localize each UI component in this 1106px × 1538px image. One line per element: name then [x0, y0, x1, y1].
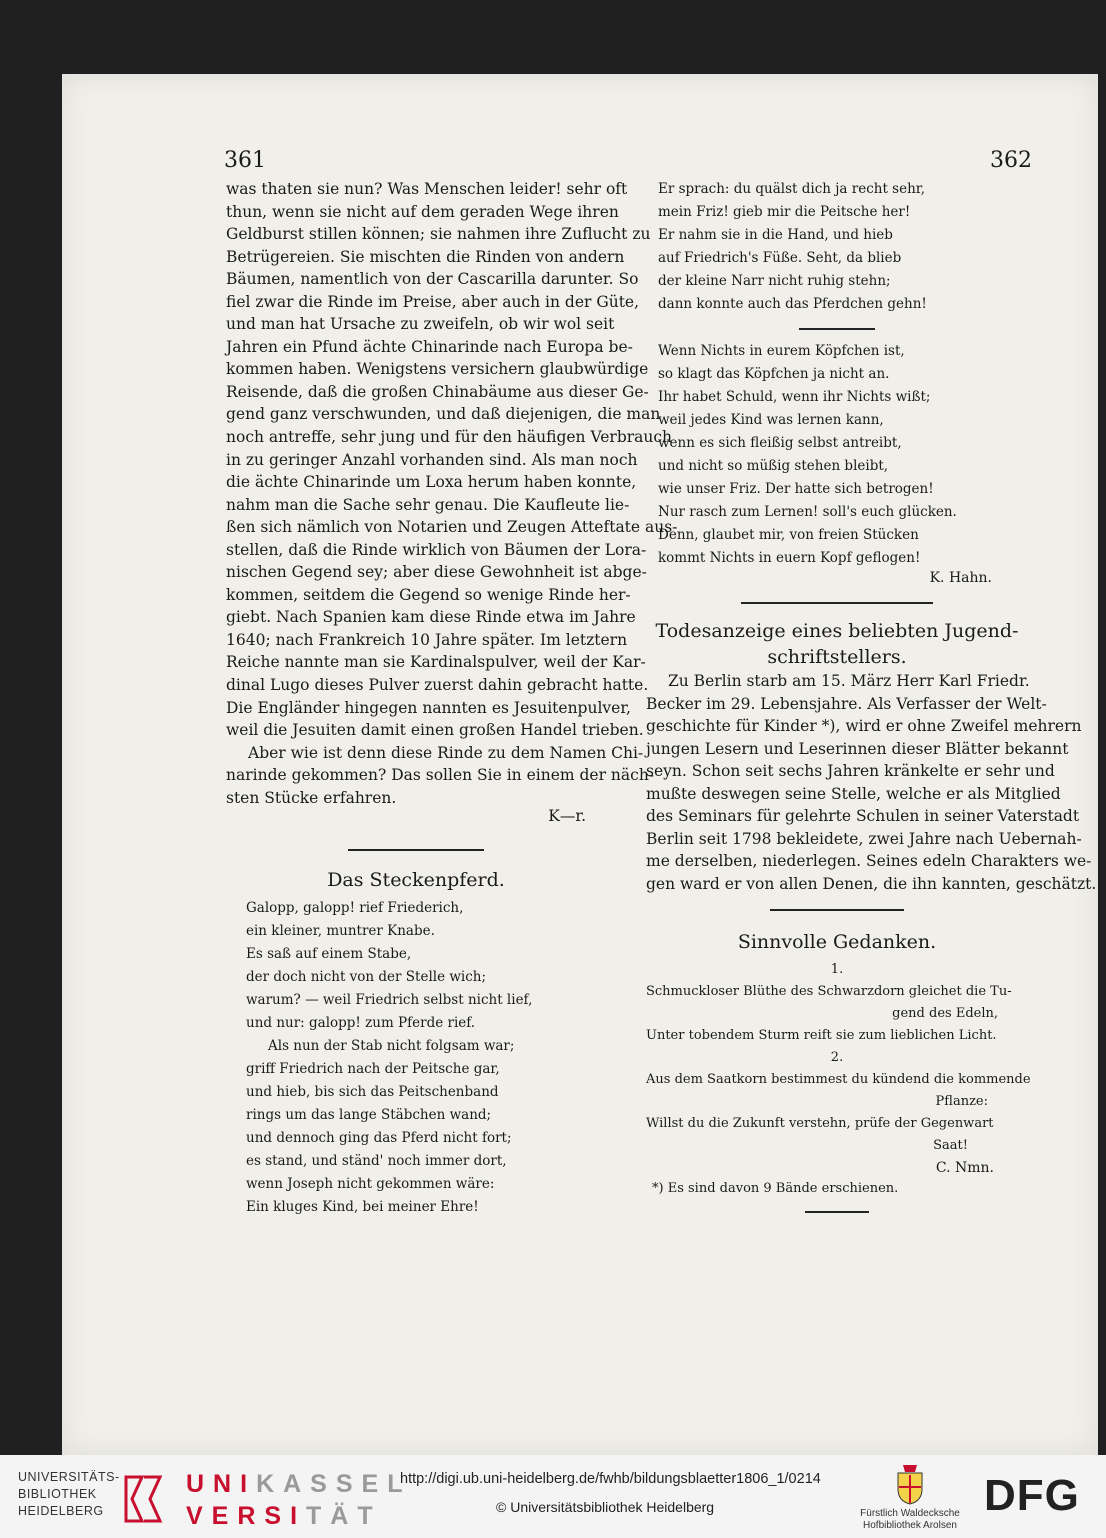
poem-steckenpferd [226, 897, 606, 1219]
text-line: Reiche nannte man sie Kardinalspulver, weil der Kar- [226, 653, 646, 672]
text-line: stellen, daß die Rinde wirklich von Bäumen der Lora- [226, 540, 647, 559]
article-signature: K—r. [548, 807, 586, 826]
text-line: seyn. Schon seit sechs Jahren kränkelte er sehr und [646, 762, 1055, 781]
left-page-column [226, 178, 678, 1219]
verse-line: griff Friedrich nach der Peitsche gar, [246, 1061, 500, 1078]
text-line: des Seminars für gelehrte Schulen in seiner Vaterstadt [646, 807, 1080, 826]
text-line: Die Engländer hingegen nannten es Jesuitenpulver, [226, 698, 631, 717]
verse-line: wie unser Friz. Der hatte sich betrogen! [658, 481, 934, 497]
death-notice [646, 670, 1097, 895]
thought-number: 2. [830, 1050, 844, 1066]
verse-line: Er sprach: du quälst dich ja recht sehr, [658, 181, 926, 197]
verse-line: Galopp, galopp! rief Friederich, [246, 900, 464, 917]
verse-line: ein kleiner, muntrer Knabe. [246, 923, 435, 940]
copyright-notice: © Universitätsbibliothek Heidelberg [496, 1499, 715, 1515]
verse-line: Aus dem Saatkorn bestimmest du kündend die kommende [646, 1072, 1031, 1088]
text-line: Becker im 29. Lebensjahre. Als Verfasser der Welt- [646, 694, 1047, 713]
section-divider [770, 909, 904, 911]
verse-line: so klagt das Köpfchen ja nicht an. [658, 366, 890, 382]
logo-text-line: Hofbibliothek Arolsen [863, 1520, 957, 1531]
verse-line: Denn, glaubet mir, von freien Stücken [658, 527, 919, 543]
text-line: die ächte Chinarinde um Loxa herum haben konnte, [226, 473, 637, 492]
page-number-left: 361 [224, 148, 266, 173]
poem-signature: K. Hahn. [929, 570, 992, 586]
text-line: jungen Lesern und Leserinnen dieser Blätter bekannt [646, 739, 1069, 758]
text-line: Betrügereien. Sie mischten die Rinden von andern [226, 247, 625, 266]
text-line: nahm man die Sache sehr genau. Die Kaufleute lie- [226, 495, 630, 514]
sinnvolle-gedanken [646, 959, 1031, 1179]
text-line: dinal Lugo dieses Pulver zuerst dahin gebracht hatte. [226, 676, 649, 695]
text-line: Bäumen, namentlich von der Cascarilla darunter. So [226, 270, 639, 289]
verse-line: Schmuckloser Blüthe des Schwarzdorn gleichet die Tu- [646, 984, 1012, 1000]
verse-line: wenn es sich fleißig selbst antreibt, [658, 435, 902, 451]
verse-line: und hieb, bis sich das Peitschenband [246, 1084, 499, 1101]
page-number-right: 362 [990, 148, 1032, 173]
verse-line: Ein kluges Kind, bei meiner Ehre! [246, 1199, 479, 1216]
verse-line: warum? — weil Friedrich selbst nicht lief, [246, 992, 533, 1009]
text-line: fiel zwar die Rinde im Preise, aber auch in der Güte, [226, 292, 640, 311]
thoughts-signature: C. Nmn. [935, 1160, 994, 1177]
text-line: in zu geringer Anzahl vorhanden sind. Als man noch [226, 450, 638, 469]
text-line: ßen sich nämlich von Notarien und Zeugen Atteftate aus- [226, 518, 678, 537]
text-line: was thaten sie nun? Was Menschen leider! sehr oft [226, 180, 628, 198]
text-line: gen ward er von allen Denen, die ihn kannten, geschätzt. [646, 874, 1097, 893]
text-line: Aber wie ist denn diese Rinde zu dem Namen Chi- [248, 743, 644, 762]
viewer-footer [0, 1455, 1106, 1538]
text-line: me derselben, niederlegen. Seines edeln Charakters we- [646, 852, 1092, 871]
logo-text-line: BIBLIOTHEK [18, 1487, 97, 1501]
text-line: kommen haben. Wenigstens versichern glaubwürdige [226, 360, 649, 379]
logo-text: KASSEL [256, 1470, 412, 1498]
logo-text-line: Fürstlich Waldecksche [860, 1508, 960, 1519]
section-divider [348, 849, 484, 851]
logo-text-line: UNIVERSITÄTS- [18, 1470, 120, 1484]
verse-line: gend des Edeln, [892, 1006, 998, 1022]
verse-line: mein Friz! gieb mir die Peitsche her! [658, 204, 911, 220]
text-line: kommen, seitdem die Gegend so wenige Rinde her- [226, 585, 631, 604]
verse-line: wenn Joseph nicht gekommen wäre: [246, 1176, 495, 1193]
section-divider [741, 602, 933, 604]
logo-text: UNI [186, 1470, 257, 1498]
verse-line: der doch nicht von der Stelle wich; [246, 969, 487, 986]
footnote: *) Es sind davon 9 Bände erschienen. [652, 1181, 899, 1197]
logo-text-line: HEIDELBERG [18, 1504, 104, 1518]
verse-line: weil jedes Kind was lernen kann, [658, 412, 884, 428]
text-line: giebt. Nach Spanien kam diese Rinde etwa im Jahre [226, 608, 636, 627]
verse-line: Saat! [933, 1138, 968, 1154]
verse-line: Als nun der Stab nicht folgsam war; [268, 1038, 515, 1055]
text-line: thun, wenn sie nicht auf dem geraden Wege ihren [226, 202, 619, 221]
text-line: mußte deswegen seine Stelle, welche er als Mitglied [646, 784, 1061, 803]
logo-text: VERSI [186, 1502, 307, 1530]
text-line: und man hat Ursache zu zweifeln, ob wir wol seit [226, 315, 615, 334]
verse-line: Es saß auf einem Stabe, [246, 946, 412, 963]
chinarinde-article [226, 178, 678, 826]
text-line: Zu Berlin starb am 15. März Herr Karl Friedr. [668, 672, 1030, 690]
text-line: nischen Gegend sey; aber diese Gewohnheit ist abge- [226, 563, 647, 582]
coat-of-arms-icon [895, 1463, 925, 1505]
verse-line: der kleine Narr nicht ruhig stehn; [658, 273, 891, 289]
logo-text: TÄT [306, 1502, 382, 1530]
right-page-column [646, 178, 1097, 1213]
text-line: narinde gekommen? Das sollen Sie in einem der näch- [226, 766, 655, 785]
text-line: Jahren ein Pfund ächte Chinarinde nach Europa be- [226, 337, 633, 356]
ub-heidelberg-emblem-icon [120, 1469, 166, 1529]
text-line: weil die Jesuiten damit einen großen Handel trieben. [226, 721, 644, 740]
verse-line: Wenn Nichts in eurem Köpfchen ist, [658, 343, 905, 359]
poem-moral [646, 340, 1028, 570]
ub-heidelberg-logo[interactable] [18, 1469, 120, 1520]
text-line: gend ganz verschwunden, und daß diejenigen, die man [226, 405, 661, 424]
uni-kassel-logo[interactable] [186, 1468, 411, 1532]
verse-line: kommt Nichts in euern Kopf geflogen! [658, 550, 921, 566]
verse-line: Er nahm sie in die Hand, und hieb [658, 227, 893, 243]
text-line: Reisende, daß die großen Chinabäume aus dieser Ge- [226, 382, 649, 401]
verse-line: Ihr habet Schuld, wenn ihr Nichts wißt; [658, 389, 931, 405]
thoughts-title: Sinnvolle Gedanken. [737, 931, 937, 954]
verse-line: dann konnte auch das Pferdchen gehn! [658, 296, 927, 312]
text-line: Geldburst stillen können; sie nahmen ihre Zuflucht zu [226, 225, 651, 244]
arolsen-library-logo[interactable] [842, 1508, 978, 1532]
verse-line: Willst du die Zukunft verstehn, prüfe der Gegenwart [646, 1116, 994, 1132]
verse-line: Nur rasch zum Lernen! soll's euch glücken. [658, 504, 957, 520]
text-line: sten Stücke erfahren. [226, 788, 397, 807]
verse-line: und nicht so müßig stehen bleibt, [658, 458, 889, 474]
dfg-logo[interactable]: DFG [984, 1471, 1080, 1520]
permalink-url[interactable]: http://digi.ub.uni-heidelberg.de/fwhb/bildungsblaetter1806_1/0214 [400, 1471, 821, 1487]
verse-line: Unter tobendem Sturm reift sie zum lieblichen Licht. [646, 1028, 997, 1044]
verse-line: und dennoch ging das Pferd nicht fort; [246, 1130, 512, 1147]
poem-title: Das Steckenpferd. [327, 869, 505, 892]
stanza-divider [799, 328, 875, 330]
verse-line: rings um das lange Stäbchen wand; [246, 1107, 492, 1124]
text-line: Berlin seit 1798 bekleidete, zwei Jahre nach Uebernah- [646, 829, 1082, 848]
text-line: geschichte für Kinder *), wird er ohne Zweifel mehrern [646, 717, 1082, 736]
verse-line: Pflanze: [935, 1094, 988, 1110]
text-line: noch antreffe, sehr jung und für den häufigen Verbrauch [226, 428, 673, 447]
text-line: 1640; nach Frankreich 10 Jahre später. Im letztern [226, 630, 628, 649]
notice-title: Todesanzeige eines beliebten Jugend- [655, 620, 1019, 642]
verse-line: es stand, und ständ' noch immer dort, [246, 1153, 507, 1170]
poem-continuation [646, 178, 1028, 316]
end-rule [805, 1211, 869, 1213]
notice-title: schriftstellers. [767, 646, 907, 668]
thought-number: 1. [830, 962, 844, 978]
verse-line: und nur: galopp! zum Pferde rief. [246, 1015, 476, 1032]
verse-line: auf Friedrich's Füße. Seht, da blieb [658, 250, 902, 266]
